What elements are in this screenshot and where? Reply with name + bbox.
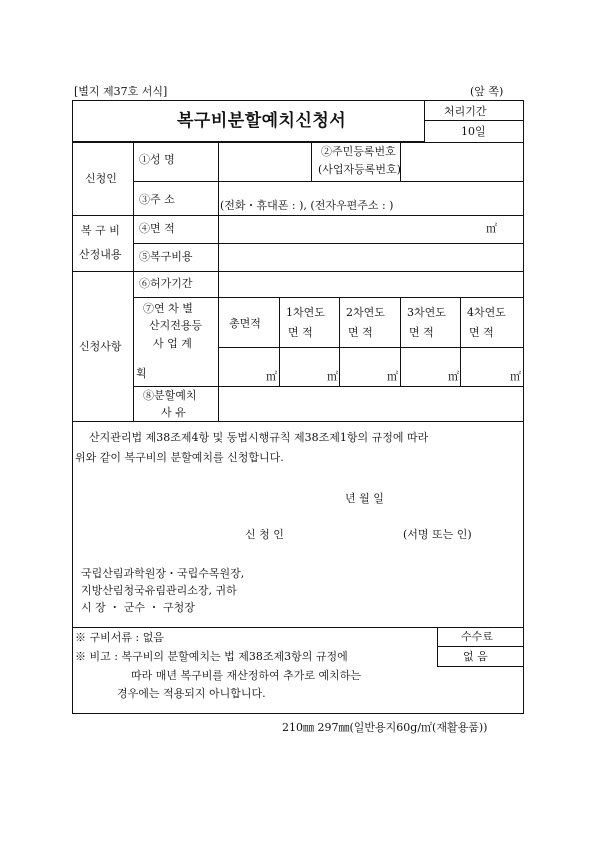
rule (133, 297, 524, 298)
processing-value: 10일 (461, 125, 486, 138)
rule (424, 101, 425, 142)
total-area-unit: ㎡ (266, 370, 277, 383)
total-area-label: 총면적 (229, 317, 261, 330)
rule (218, 347, 524, 348)
rule (133, 243, 524, 244)
year-1-label: 1차연도 (286, 306, 325, 319)
required-docs-note: ※ 구비서류 : 없음 (75, 631, 164, 644)
rule (311, 142, 312, 181)
rule (400, 297, 401, 386)
year-3-area-label: 면 적 (409, 326, 434, 339)
address-label: ③주 소 (139, 193, 175, 206)
rule (73, 215, 524, 216)
year-4-label: 4차연도 (467, 306, 506, 319)
yearly-plan-label-3: 사 업 계 (153, 337, 192, 350)
remark-line-1: ※ 비고 : 복구비의 분할예치는 법 제38조제3항의 규정에 (75, 650, 348, 663)
yearly-plan-label-4: 획 (136, 367, 147, 380)
year-2-label: 2차연도 (346, 306, 385, 319)
rule (437, 627, 438, 666)
rule (437, 646, 524, 647)
year-1-area-label: 면 적 (288, 326, 313, 339)
permit-period-label: ⑥허가기간 (139, 277, 193, 290)
reason-label-2: 사 유 (161, 406, 186, 419)
area-unit: ㎡ (486, 222, 497, 235)
year-4-unit: ㎡ (510, 370, 521, 383)
rule (133, 386, 524, 387)
page-side-label: (앞 쪽) (470, 85, 504, 98)
rule (133, 142, 134, 421)
statement-line-2: 위와 같이 복구비의 분할예치를 신청합니다. (75, 451, 284, 464)
signature-note: (서명 또는 인) (403, 528, 472, 541)
application-form (72, 100, 524, 714)
reg-number-label: ②주민등록번호 (321, 145, 396, 158)
form-title: 복구비분할예치신청서 (177, 111, 347, 131)
rule (460, 297, 461, 386)
rule (339, 297, 340, 386)
signer-label: 신 청 인 (245, 528, 284, 541)
calc-section-label-2: 산정내용 (79, 248, 122, 261)
recipient-line-1: 국립산림과학원장・국립수목원장, (81, 567, 245, 580)
applicant-section-label: 신청인 (85, 172, 117, 185)
rule (73, 271, 524, 272)
calc-section-label-1: 복 구 비 (81, 224, 120, 237)
statement-line-1: 산지관리법 제38조제4항 및 동법시행규칙 제38조제1항의 규정에 따라 (89, 431, 429, 444)
rule (218, 142, 219, 421)
paper-spec-footer: 210㎜ 297㎜(일반용지60g/㎡(재활용품)) (282, 721, 488, 734)
year-3-label: 3차연도 (407, 306, 446, 319)
application-date: 년 월 일 (345, 492, 384, 505)
year-4-area-label: 면 적 (469, 326, 494, 339)
fee-label: 수수료 (461, 630, 493, 643)
rule (73, 627, 524, 628)
year-2-area-label: 면 적 (348, 326, 373, 339)
rule (279, 297, 280, 386)
fee-value: 없 음 (463, 650, 488, 663)
recipient-line-2: 지방산림청국유림관리소장, 귀하 (81, 584, 237, 597)
name-label: ①성 명 (139, 153, 175, 166)
processing-label: 처리기간 (444, 105, 487, 118)
rule (424, 120, 524, 121)
yearly-plan-label-2: 산지전용등 (149, 319, 203, 332)
rule (437, 666, 524, 667)
rule (73, 421, 524, 422)
application-section-label: 신청사항 (79, 340, 122, 353)
biz-reg-number-label: (사업자등록번호) (318, 163, 401, 176)
yearly-plan-label-1: ⑦연 차 별 (143, 302, 193, 315)
recipient-line-3: 시 장 ・ 군수 ・ 구청장 (81, 601, 195, 614)
area-label: ④면 적 (139, 222, 175, 235)
remark-line-3: 경우에는 적용되지 아니합니다. (117, 687, 266, 700)
year-2-unit: ㎡ (387, 370, 398, 383)
year-3-unit: ㎡ (448, 370, 459, 383)
year-1-unit: ㎡ (327, 370, 338, 383)
contact-line: (전화・휴대폰 : ), (전자우편주소 : ) (220, 199, 394, 212)
reason-label-1: ⑧분할예치 (143, 389, 197, 402)
rule (133, 181, 524, 182)
rule (73, 142, 524, 143)
cost-label: ⑤복구비용 (139, 250, 193, 263)
remark-line-2: 따라 매년 복구비를 재산정하여 추가로 예치하는 (131, 669, 362, 682)
form-number: [별지 제37호 서식] (74, 85, 168, 98)
